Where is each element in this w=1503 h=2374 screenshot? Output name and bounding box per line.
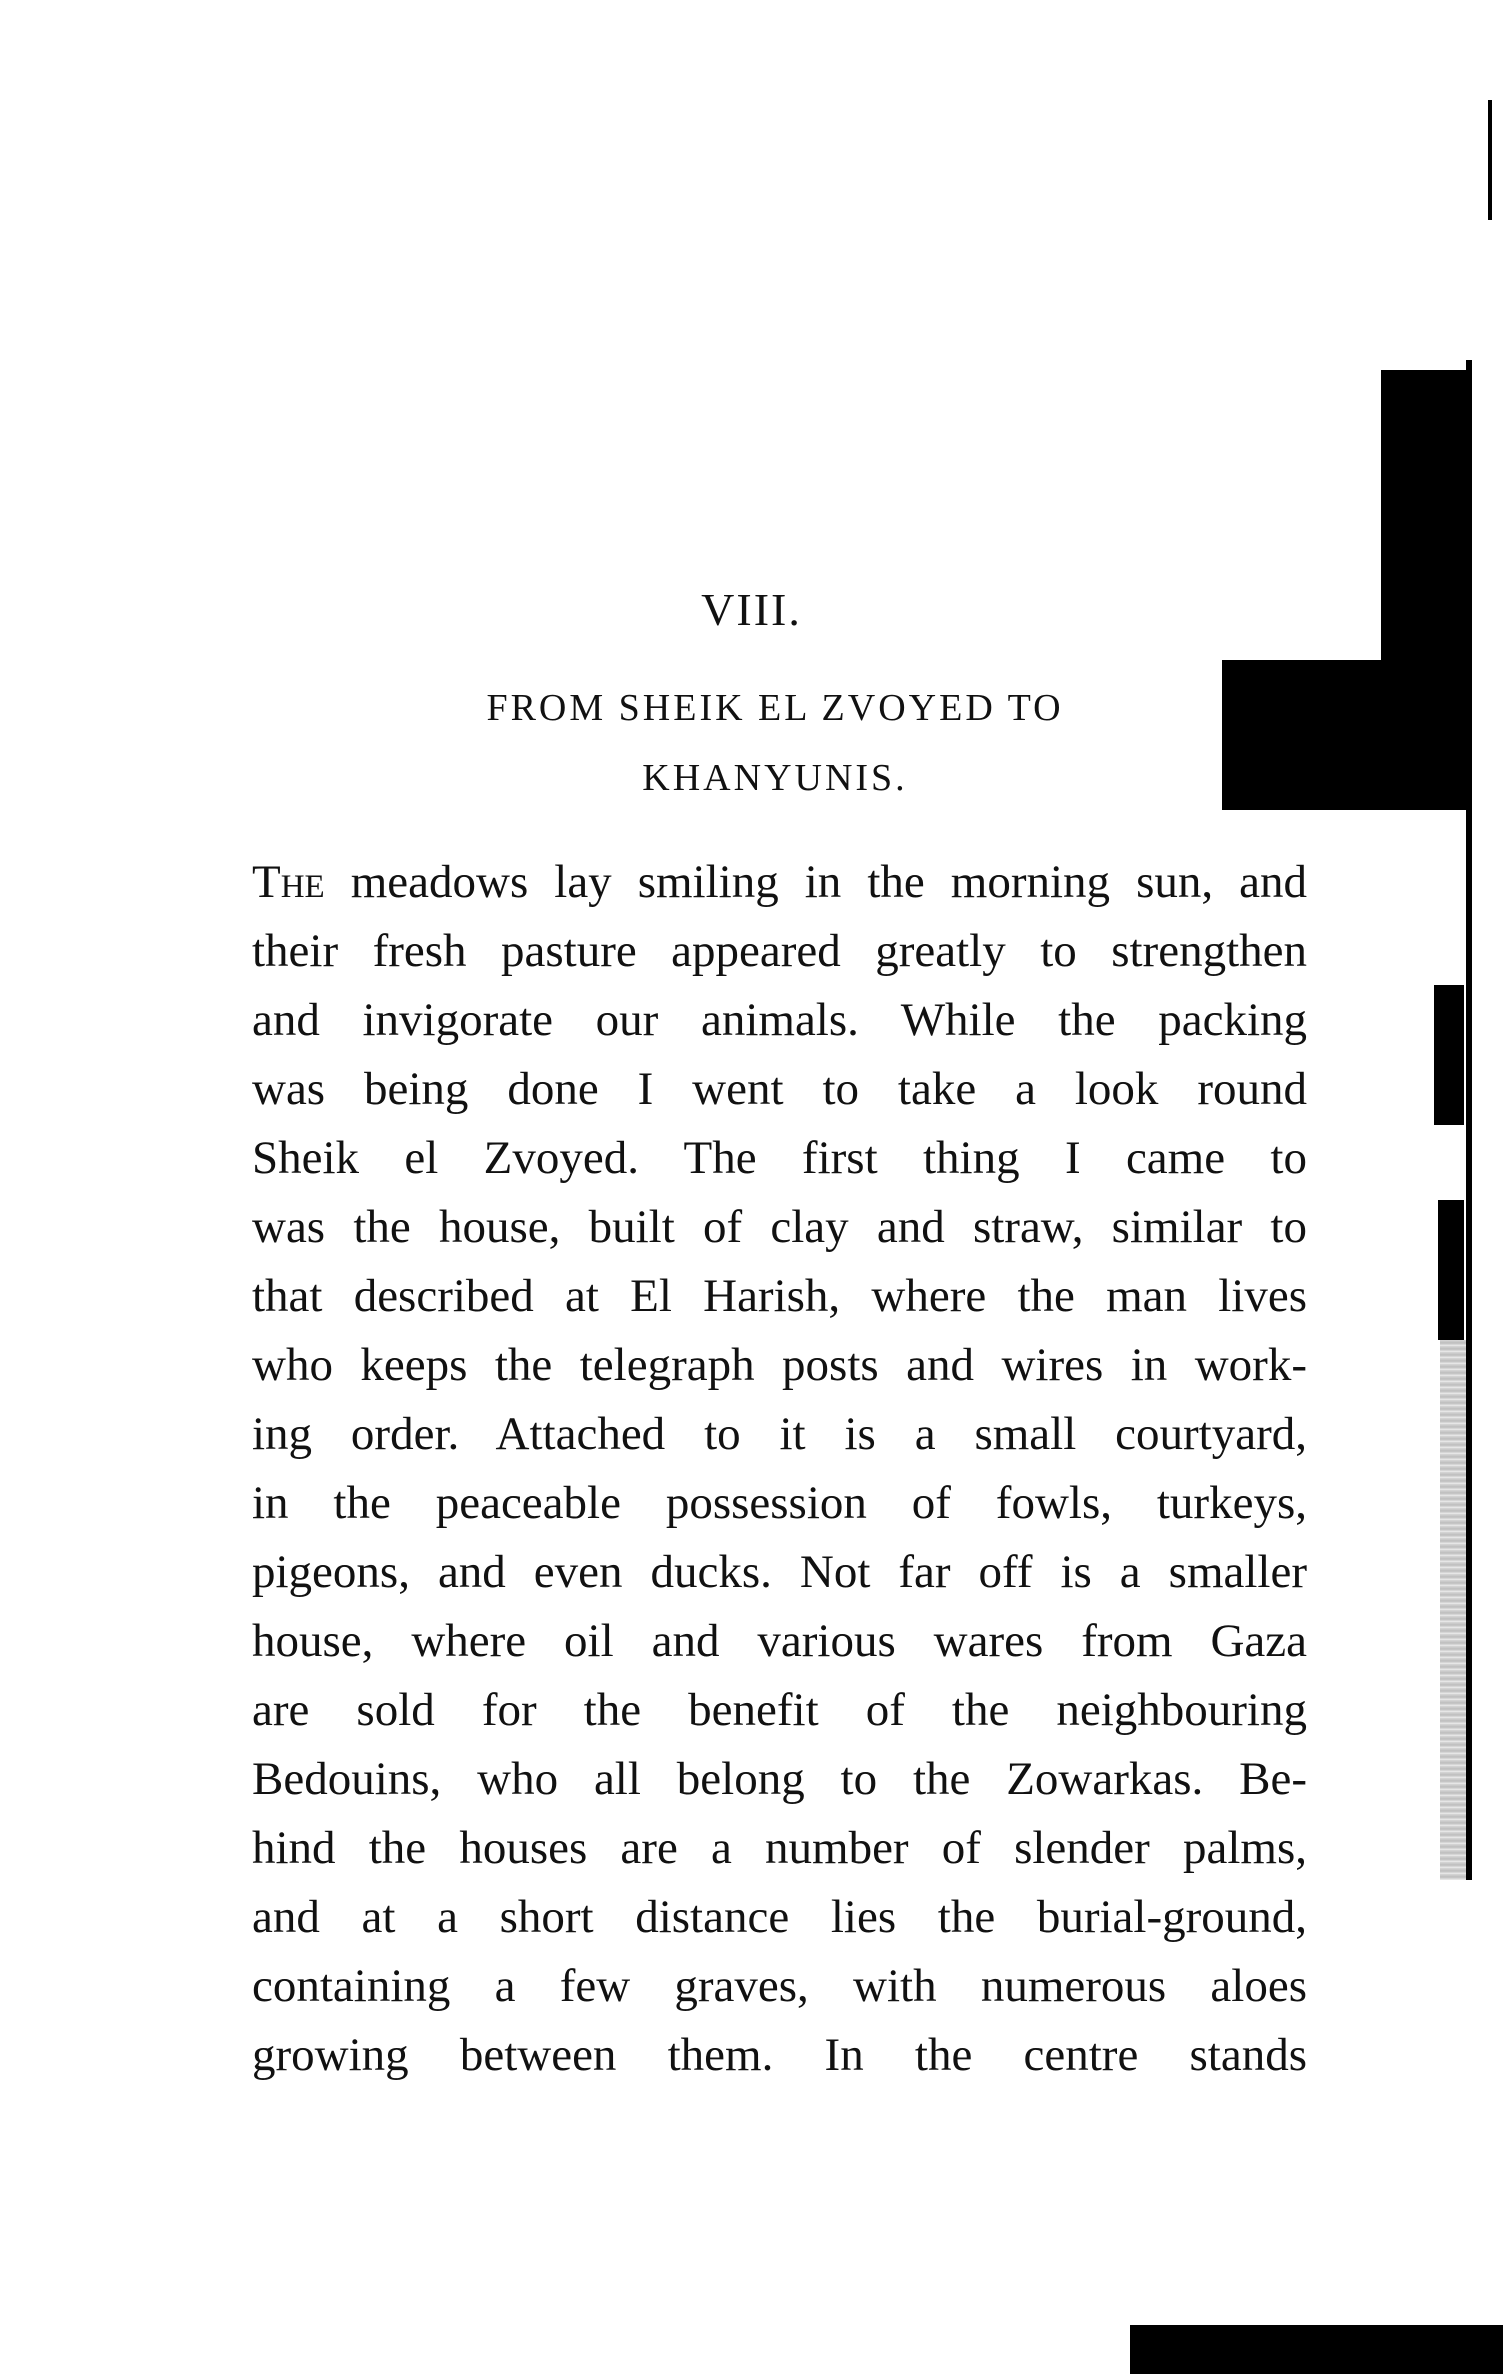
- scan-artifact-bottom: [1130, 2325, 1503, 2374]
- chapter-title-line-1: FROM SHEIK EL ZVOYED TO: [486, 687, 1064, 729]
- text-line: containing a few graves, with numerous aloes: [252, 1960, 1307, 2012]
- text-line: Bedouins, who all belong to the Zowarkas. Be-: [252, 1753, 1307, 1805]
- text-line: was being done I went to take a look round: [252, 1063, 1307, 1115]
- first-word: The: [252, 856, 325, 908]
- text-line: ing order. Attached to it is a small courtyard,: [252, 1408, 1307, 1460]
- chapter-title-line-2: KHANYUNIS.: [642, 757, 908, 799]
- chapter-title: [360, 673, 1190, 813]
- text-line: their fresh pasture appeared greatly to strengthen: [252, 925, 1307, 977]
- text-line-1: [252, 848, 1307, 917]
- text-line: are sold for the benefit of the neighbouring: [252, 1684, 1307, 1736]
- scan-artifact-mark-1: [1434, 985, 1464, 1125]
- text-line: and at a short distance lies the burial-ground,: [252, 1891, 1307, 1943]
- scan-artifact-top-right: [1488, 100, 1492, 220]
- text-line: pigeons, and even ducks. Not far off is a smaller: [252, 1546, 1307, 1598]
- text-line: house, where oil and various wares from Gaza: [252, 1615, 1307, 1667]
- scan-artifact-mark-2: [1438, 1200, 1464, 1340]
- text-line: that described at El Harish, where the man lives: [252, 1270, 1307, 1322]
- text-line: and invigorate our animals. While the packing: [252, 994, 1307, 1046]
- text-line: hind the houses are a number of slender palms,: [252, 1822, 1307, 1874]
- text-line: in the peaceable possession of fowls, turkeys,: [252, 1477, 1307, 1529]
- text-line-1-rest: meadows lay smiling in the morning sun, and: [324, 856, 1307, 908]
- text-line: was the house, built of clay and straw, similar to: [252, 1201, 1307, 1253]
- scan-artifact-gray-strip: [1440, 1340, 1466, 1880]
- text-line: Sheik el Zvoyed. The first thing I came to: [252, 1132, 1307, 1184]
- chapter-number: VIII.: [701, 584, 802, 635]
- text-line: growing between them. In the centre stands: [252, 2029, 1307, 2081]
- scan-artifact-block: [1222, 660, 1466, 810]
- text-line: who keeps the telegraph posts and wires in work-: [252, 1339, 1307, 1391]
- body-text: [252, 848, 1307, 2090]
